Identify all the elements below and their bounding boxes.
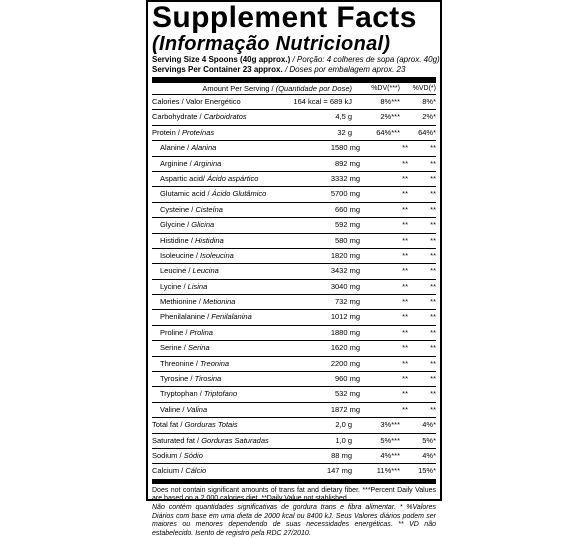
nutrient-dv: 3%***: [380, 420, 400, 430]
table-header: [152, 83, 436, 95]
table-row: [152, 310, 436, 325]
nutrient-name: Calcium / Cálcio: [152, 466, 207, 476]
nutrient-amount: 532 mg: [334, 389, 360, 399]
nutrient-name: Phenilalanine / Fenilalanina: [160, 312, 252, 322]
nutrient-vd: **: [430, 173, 436, 183]
nutrient-name: Proline / Prolina: [160, 327, 213, 337]
nutrient-vd: **: [430, 204, 436, 214]
nutrient-name: Aspartic acid/ Ácido aspártico: [160, 173, 259, 183]
footnote-pt: Não contém quantidades significativas de gordura trans e fibra alimentar. * %Valores Diários com base em uma dieta de 2000 kcal ou 8400 kJ. Seus Valores diários podem ser maiores ou menores dependendo de suas necessidades energéticas. ** VD não estabelecido. Isento de registro pela RDC 27/2010.: [152, 503, 436, 537]
nutrient-vd: 64%*: [418, 127, 436, 137]
table-row: [152, 464, 436, 479]
vd-header: %VD(*): [412, 85, 436, 92]
nutrient-vd: 2%*: [422, 112, 436, 122]
table-row: [152, 387, 436, 402]
table-row: [152, 264, 436, 279]
nutrient-vd: **: [430, 404, 436, 414]
nutrient-dv: **: [402, 281, 408, 291]
nutrient-vd: **: [430, 343, 436, 353]
nutrient-dv: **: [402, 404, 408, 414]
nutrient-name: Tryptophan / Triptofano: [160, 389, 238, 399]
nutrient-name: Calories / Valor Energético: [152, 97, 241, 106]
nutrient-amount: 1620 mg: [330, 343, 360, 353]
nutrient-name: Sodium / Sódio: [152, 450, 203, 460]
nutrient-dv: **: [402, 266, 408, 276]
nutrient-vd: **: [430, 389, 436, 399]
nutrient-vd: 8%*: [422, 97, 436, 106]
table-row: [152, 434, 436, 449]
nutrient-amount: 2200 mg: [330, 358, 360, 368]
nutrient-dv: **: [402, 189, 408, 199]
table-row: [152, 326, 436, 341]
nutrient-dv: **: [402, 297, 408, 307]
nutrient-amount: 88 mg: [331, 450, 352, 460]
nutrient-amount: 1012 mg: [330, 312, 360, 322]
nutrient-dv: 64%***: [376, 127, 400, 137]
nutrient-name: Protein / Proteínas: [152, 127, 215, 137]
table-row: [152, 110, 436, 125]
nutrient-dv: **: [402, 343, 408, 353]
nutrient-amount: 32 g: [337, 127, 352, 137]
nutrient-dv: **: [402, 143, 408, 153]
table-row: [152, 187, 436, 202]
nutrient-vd: **: [430, 312, 436, 322]
nutrient-vd: **: [430, 358, 436, 368]
table-row: [152, 372, 436, 387]
nutrient-dv: **: [402, 158, 408, 168]
table-row: [152, 449, 436, 464]
nutrient-amount: 147 mg: [326, 466, 352, 476]
nutrient-amount: 592 mg: [334, 220, 360, 230]
nutrient-amount: 732 mg: [334, 297, 360, 307]
nutrient-amount: 5700 mg: [330, 189, 360, 199]
nutrient-vd: **: [430, 158, 436, 168]
table-row: [152, 218, 436, 233]
nutrient-name: Saturated fat / Gorduras Saturadas: [152, 435, 269, 445]
nutrient-name: Glutamic acid / Ácido Glutâmico: [160, 189, 267, 199]
nutrient-dv: **: [402, 389, 408, 399]
table-row: [152, 357, 436, 372]
nutrient-amount: 3332 mg: [330, 173, 360, 183]
nutrient-dv: 5%***: [380, 435, 400, 445]
nutrient-dv: **: [402, 204, 408, 214]
nutrient-dv: **: [402, 235, 408, 245]
nutrient-dv: **: [402, 374, 408, 384]
nutrient-vd: **: [430, 297, 436, 307]
nutrient-vd: **: [430, 143, 436, 153]
nutrient-amount: 1820 mg: [330, 250, 360, 260]
nutrient-dv: **: [402, 220, 408, 230]
table-row: [152, 95, 436, 110]
table-row: [152, 157, 436, 172]
nutrient-dv: 2%***: [380, 112, 400, 122]
amount-per-serving-header: Amount Per Serving / (Quantidade por Dose): [202, 84, 352, 93]
supplement-facts-label: [146, 0, 442, 537]
table-row: [152, 172, 436, 187]
table-row: [152, 249, 436, 264]
nutrient-name: Leucine / Leucina: [160, 266, 219, 276]
nutrient-dv: **: [402, 358, 408, 368]
nutrient-amount: 4,5 g: [335, 112, 352, 122]
servings-per-container: Servings Per Container 23 approx. / Doses por embalagem aprox. 23: [152, 65, 406, 74]
nutrient-name: Methionine / Metionina: [160, 297, 236, 307]
nutrient-vd: **: [430, 266, 436, 276]
nutrient-amount: 660 mg: [334, 204, 360, 214]
nutrient-dv: **: [402, 312, 408, 322]
nutrient-amount: 580 mg: [334, 235, 360, 245]
nutrient-name: Threonine / Treonina: [160, 358, 230, 368]
nutrient-name: Serine / Serina: [160, 343, 210, 353]
nutrient-amount: 960 mg: [334, 374, 360, 384]
nutrient-name: Total fat / Gorduras Totais: [152, 420, 238, 430]
nutrient-name: Alanine / Alanina: [160, 143, 217, 153]
nutrient-vd: **: [430, 374, 436, 384]
label-subtitle: (Informação Nutricional): [152, 33, 391, 55]
nutrient-dv: 4%***: [380, 450, 400, 460]
dv-header: %DV(***): [371, 85, 400, 92]
nutrient-table: [152, 95, 436, 480]
nutrient-dv: **: [402, 327, 408, 337]
table-row: [152, 403, 436, 418]
nutrient-amount: 3040 mg: [330, 281, 360, 291]
nutrient-vd: **: [430, 189, 436, 199]
nutrient-name: Cysteine / Cisteína: [160, 204, 223, 214]
nutrient-name: Carbohydrate / Carboidratos: [152, 112, 247, 122]
table-row: [152, 280, 436, 295]
table-row: [152, 341, 436, 356]
nutrient-amount: 1580 mg: [330, 143, 360, 153]
nutrient-dv: **: [402, 173, 408, 183]
serving-size: Serving Size 4 Spoons (40g approx.) / Porção: 4 colheres de sopa (aprox. 40g): [152, 55, 440, 64]
nutrient-name: Arginine / Arginina: [160, 158, 222, 168]
nutrient-dv: 11%***: [376, 466, 400, 476]
footnote-en: Does not contain significant amounts of trans fat and dietary fiber. ***Percent Daily Values are based on a 2,000 calories diet. **Daily Value not stablished.: [152, 486, 436, 503]
nutrient-amount: 892 mg: [334, 158, 360, 168]
nutrient-name: Valine / Valina: [160, 404, 208, 414]
nutrient-name: Lycine / Lisina: [160, 281, 208, 291]
nutrient-vd: 4%*: [422, 420, 436, 430]
table-row: [152, 126, 436, 141]
nutrient-amount: 1872 mg: [330, 404, 360, 414]
nutrient-vd: 5%*: [422, 435, 436, 445]
nutrient-amount: 1880 mg: [330, 327, 360, 337]
nutrient-vd: **: [430, 235, 436, 245]
nutrient-amount: 164 kcal = 689 kJ: [293, 97, 352, 106]
table-row: [152, 203, 436, 218]
nutrient-vd: 4%*: [422, 450, 436, 460]
nutrient-amount: 1,0 g: [335, 435, 352, 445]
nutrient-amount: 3432 mg: [330, 266, 360, 276]
table-row: [152, 141, 436, 156]
table-row: [152, 234, 436, 249]
nutrient-name: Histidine / Histidina: [160, 235, 224, 245]
nutrient-vd: **: [430, 250, 436, 260]
nutrient-name: Tyrosine / Tirosina: [160, 374, 222, 384]
nutrient-amount: 2,0 g: [335, 420, 352, 430]
nutrient-name: Isoleucine / Isoleucina: [160, 250, 234, 260]
nutrient-name: Glycine / Glicina: [160, 220, 215, 230]
label-title: Supplement Facts: [152, 1, 417, 34]
nutrient-dv: **: [402, 250, 408, 260]
nutrient-dv: 8%***: [380, 97, 400, 106]
table-row: [152, 418, 436, 433]
nutrient-vd: **: [430, 281, 436, 291]
table-row: [152, 295, 436, 310]
nutrient-vd: 15%*: [418, 466, 436, 476]
nutrient-vd: **: [430, 220, 436, 230]
nutrient-vd: **: [430, 327, 436, 337]
